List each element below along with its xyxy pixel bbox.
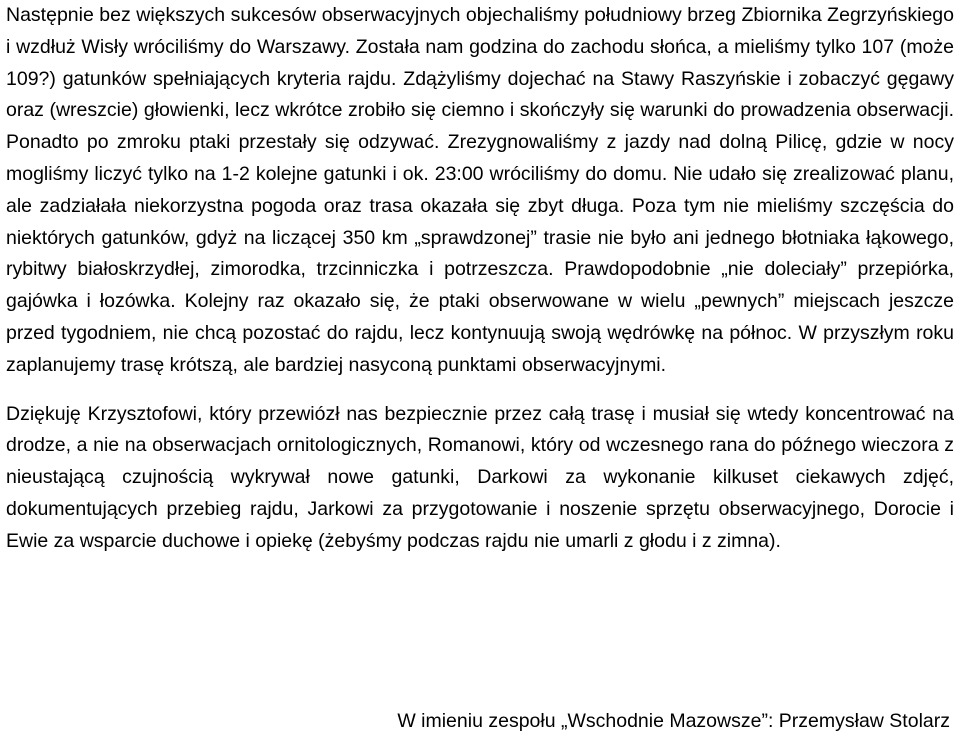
- report-paragraph-route: Następnie bez większych sukcesów obserwacyjnych objechaliśmy południowy brzeg Zbiornika Zegrzyńskiego i wzdłuż Wisły wróciliśmy do Warszawy. Została nam godzina do zachodu słońca, a mieliśmy tylko 107 (może 109?) gatunków spełniających kryteria rajdu. Zdążyliśmy dojechać na Stawy Raszyńskie i zobaczyć gęgawy oraz (wreszcie) głowienki, lecz wkrótce zrobiło się ciemno i skończyły się warunki do prowadzenia obserwacji. Ponadto po zmroku ptaki przestały się odzywać. Zrezygnowaliśmy z jazdy nad dolną Pilicę, gdzie w nocy mogliśmy liczyć tylko na 1-2 kolejne gatunki i ok. 23:00 wróciliśmy do domu. Nie udało się zrealizować planu, ale zadziałała niekorzystna pogoda oraz trasa okazała się zbyt długa. Poza tym nie mieliśmy szczęścia do niektórych gatunków, gdyż na liczącej 350 km „sprawdzonej” trasie nie było ani jednego błotniaka łąkowego, rybitwy białoskrzydłej, zimorodka, trzcinniczka i potrzeszcza. Prawdopodobnie „nie doleciały” przepiórka, gajówka i łozówka. Kolejny raz okazało się, że ptaki obserwowane w wielu „pewnych” miejscach jeszcze przed tygodniem, nie chcą pozostać do rajdu, lecz kontynuują swoją wędrówkę na północ. W przyszłym roku zaplanujemy trasę krótszą, ale bardziej nasyconą punktami obserwacyjnymi.: [6, 4, 954, 376]
- acknowledgements-paragraph: Dziękuję Krzysztofowi, który przewiózł nas bezpiecznie przez całą trasę i musiał się wtedy koncentrować na drodze, a nie na obserwacjach ornitologicznych, Romanowi, który od wczesnego rana do późnego wieczora z nieustającą czujnością wykrywał nowe gatunki, Darkowi za wykonanie kilkuset ciekawych zdjęć, dokumentujących przebieg rajdu, Jarkowi za przygotowanie i noszenie sprzętu obserwacyjnego, Dorocie i Ewie za wsparcie duchowe i opiekę (żebyśmy podczas rajdu nie umarli z głodu i z zimna).: [6, 402, 954, 552]
- signature-line: W imieniu zespołu „Wschodnie Mazowsze”: Przemysław Stolarz: [397, 710, 950, 732]
